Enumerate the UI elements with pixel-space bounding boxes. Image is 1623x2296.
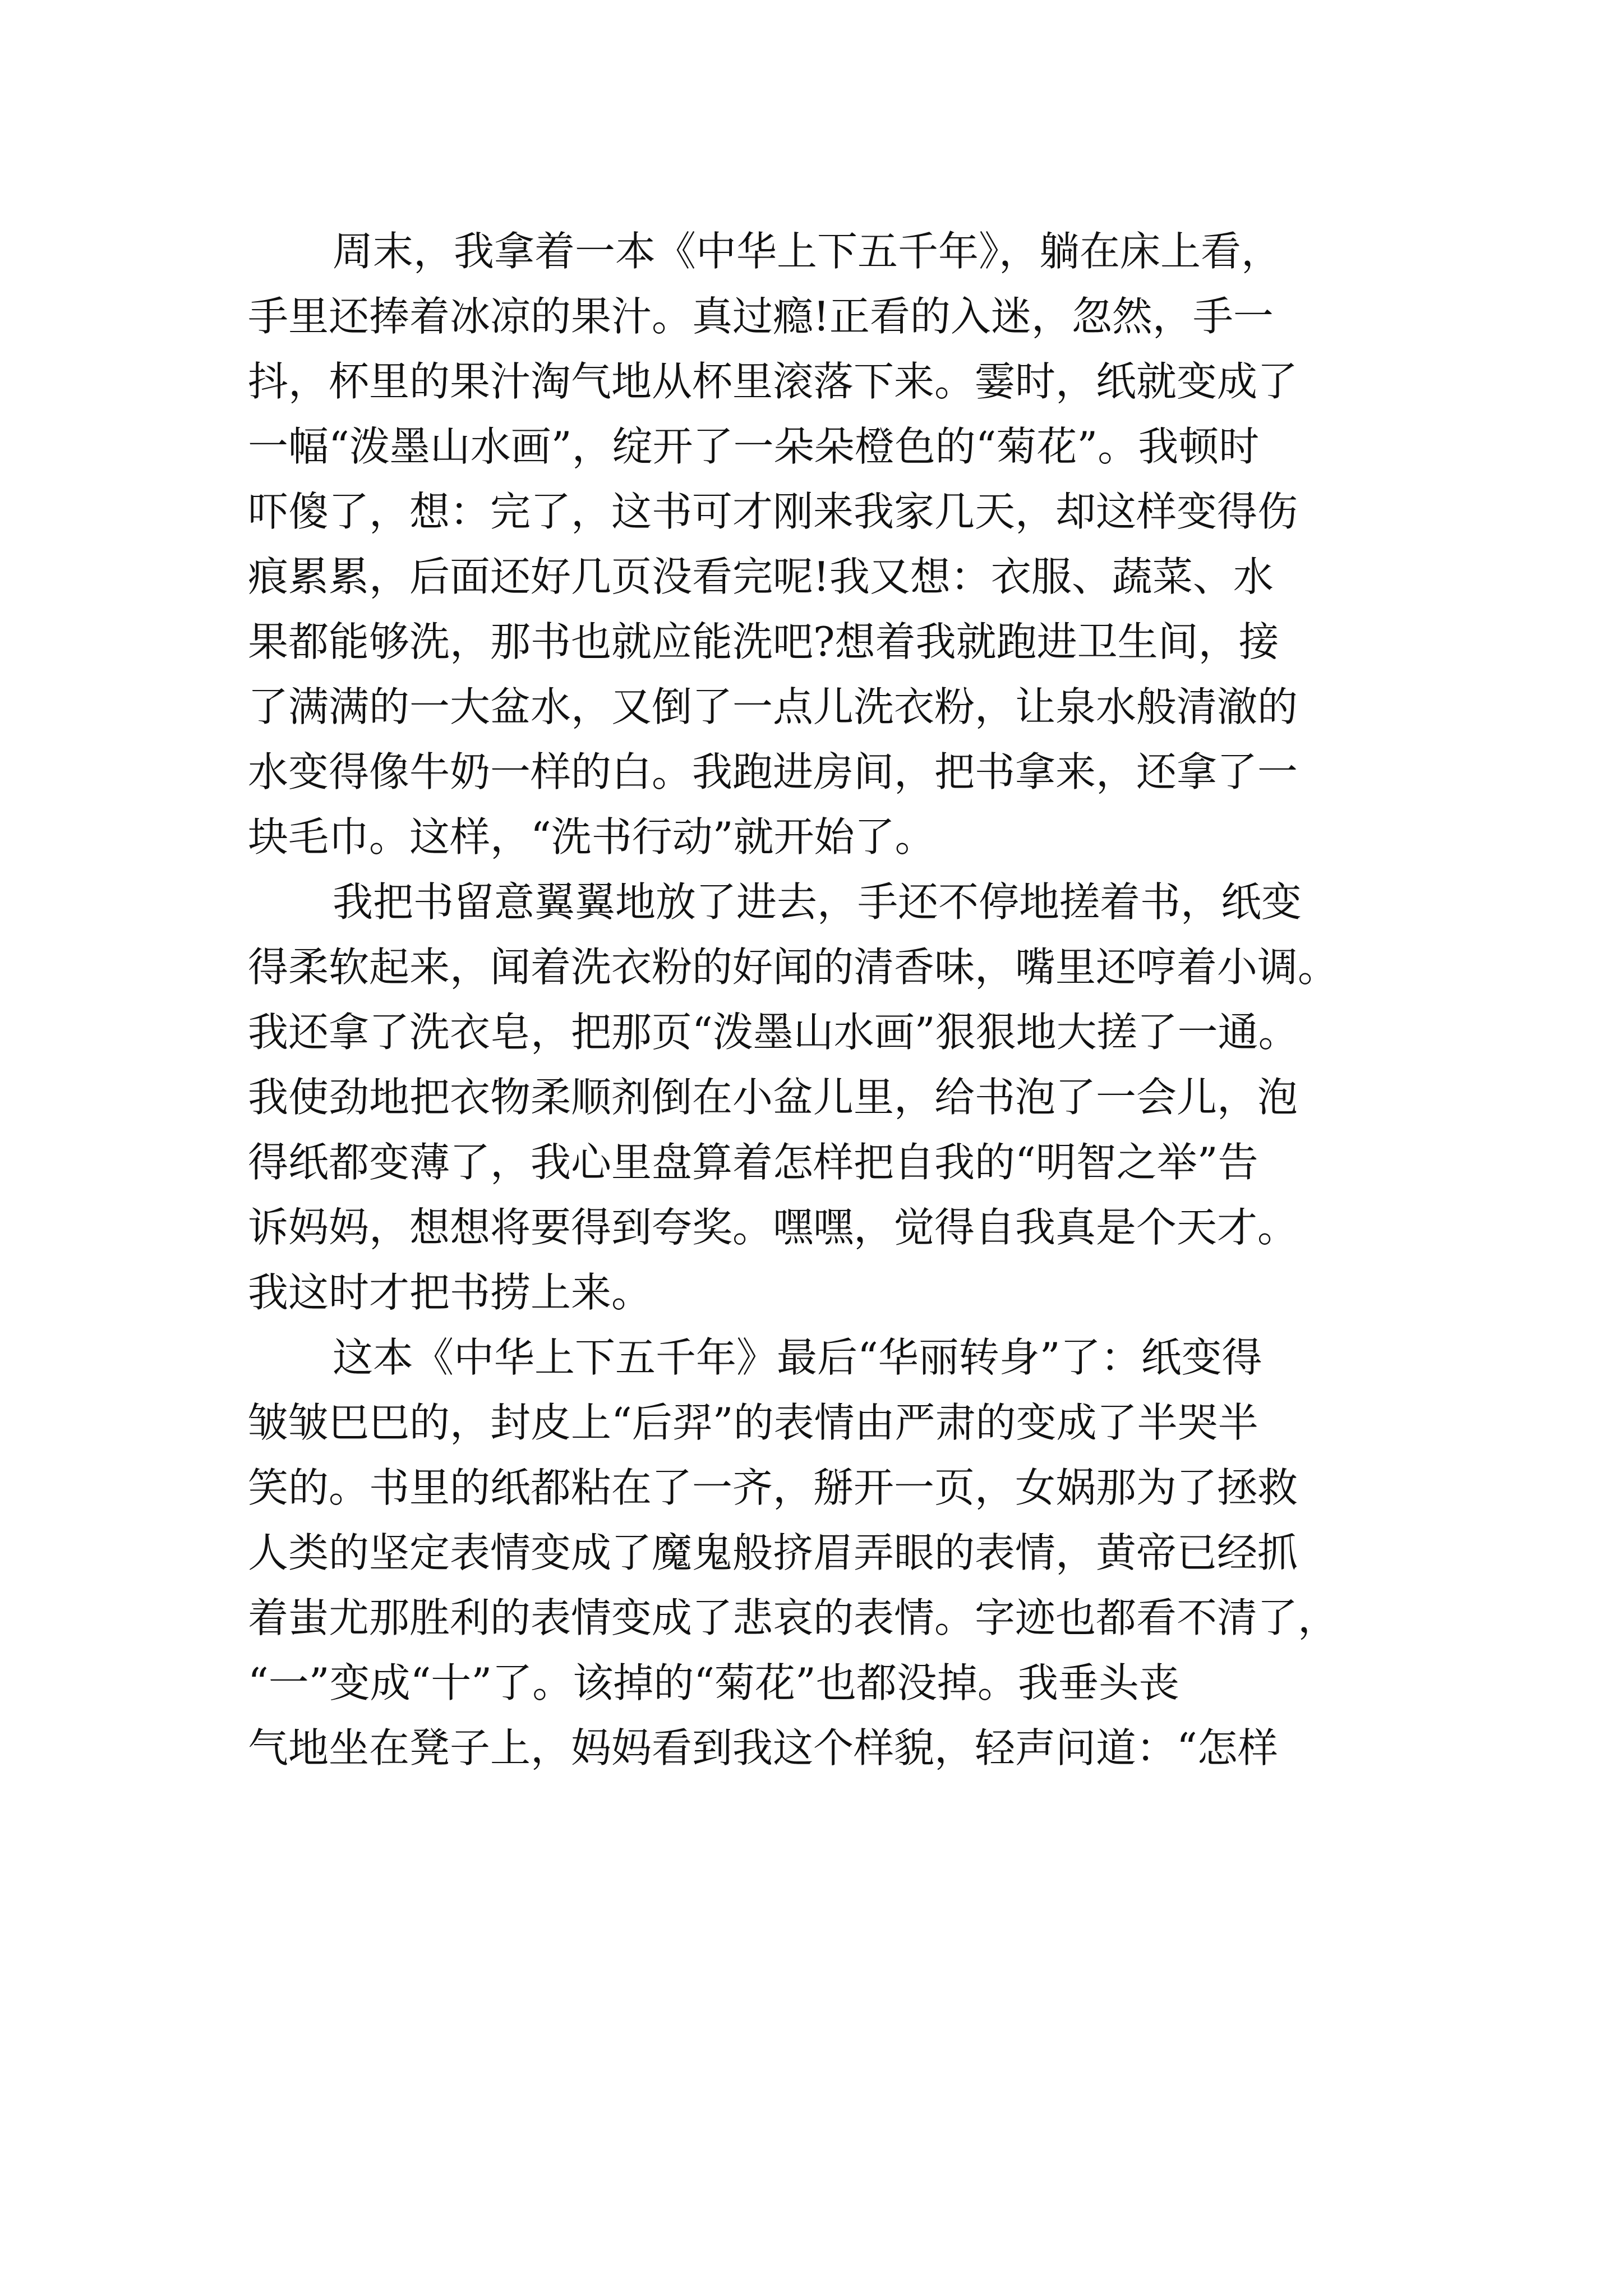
paragraph-1-line-5: 吓傻了，想：完了，这书可才刚来我家几天，却这样变得伤	[248, 488, 1298, 535]
paragraph-2-line-6: 诉妈妈，想想将要得到夸奖。嘿嘿，觉得自我真是个天才。	[248, 1204, 1298, 1251]
paragraph-2-line-5: 得纸都变薄了，我心里盘算着怎样把自我的“明智之举”告	[248, 1139, 1258, 1186]
paragraph-1-line-1: 周末，我拿着一本《中华上下五千年》，躺在床上看，	[333, 228, 1282, 275]
paragraph-2-line-1: 我把书留意翼翼地放了进去，手还不停地搓着书，纸变	[333, 878, 1302, 926]
paragraph-3-line-2: 皱皱巴巴的，封皮上“后羿”的表情由严肃的变成了半哭半	[248, 1399, 1258, 1446]
paragraph-1-line-8: 了满满的一大盆水，又倒了一点儿洗衣粉，让泉水般清澈的	[248, 683, 1298, 730]
paragraph-2-line-7: 我这时才把书捞上来。	[248, 1269, 652, 1316]
paragraph-3-line-4: 人类的坚定表情变成了魔鬼般挤眉弄眼的表情，黄帝已经抓	[248, 1529, 1298, 1576]
paragraph-1-line-2: 手里还捧着冰凉的果汁。真过瘾!正看的入迷，忽然，手一	[248, 293, 1274, 340]
paragraph-1-line-4: 一幅“泼墨山水画”，绽开了一朵朵橙色的“菊花”。我顿时	[248, 423, 1260, 470]
paragraph-1-line-10: 块毛巾。这样，“洗书行动”就开始了。	[248, 813, 935, 861]
paragraph-3-line-5: 着蚩尤那胜利的表情变成了悲哀的表情。字迹也都看不清了，	[248, 1594, 1339, 1641]
paragraph-3-line-6: “一”变成“十”了。该掉的“菊花”也都没掉。我垂头丧	[248, 1659, 1179, 1706]
paragraph-2-line-3: 我还拿了洗衣皂，把那页“泼墨山水画”狠狠地大搓了一通。	[248, 1009, 1299, 1056]
paragraph-1-line-9: 水变得像牛奶一样的白。我跑进房间，把书拿来，还拿了一	[248, 748, 1298, 795]
paragraph-1-line-7: 果都能够洗，那书也就应能洗吧?想着我就跑进卫生间，接	[248, 618, 1279, 665]
paragraph-1-line-6: 痕累累，后面还好几页没看完呢!我又想：衣服、蔬菜、水	[248, 553, 1274, 600]
paragraph-1-line-3: 抖，杯里的果汁淘气地从杯里滚落下来。霎时，纸就变成了	[248, 358, 1298, 405]
paragraph-3-line-1: 这本《中华上下五千年》最后“华丽转身”了：纸变得	[333, 1334, 1262, 1381]
paragraph-3-line-7: 气地坐在凳子上，妈妈看到我这个样貌，轻声问道：“怎样	[248, 1724, 1278, 1772]
paragraph-2-line-4: 我使劲地把衣物柔顺剂倒在小盆儿里，给书泡了一会儿，泡	[248, 1074, 1298, 1121]
paragraph-2-line-2: 得柔软起来，闻着洗衣粉的好闻的清香味，嘴里还哼着小调。	[248, 944, 1339, 991]
paragraph-3-line-3: 笑的。书里的纸都粘在了一齐，掰开一页，女娲那为了拯救	[248, 1464, 1298, 1511]
